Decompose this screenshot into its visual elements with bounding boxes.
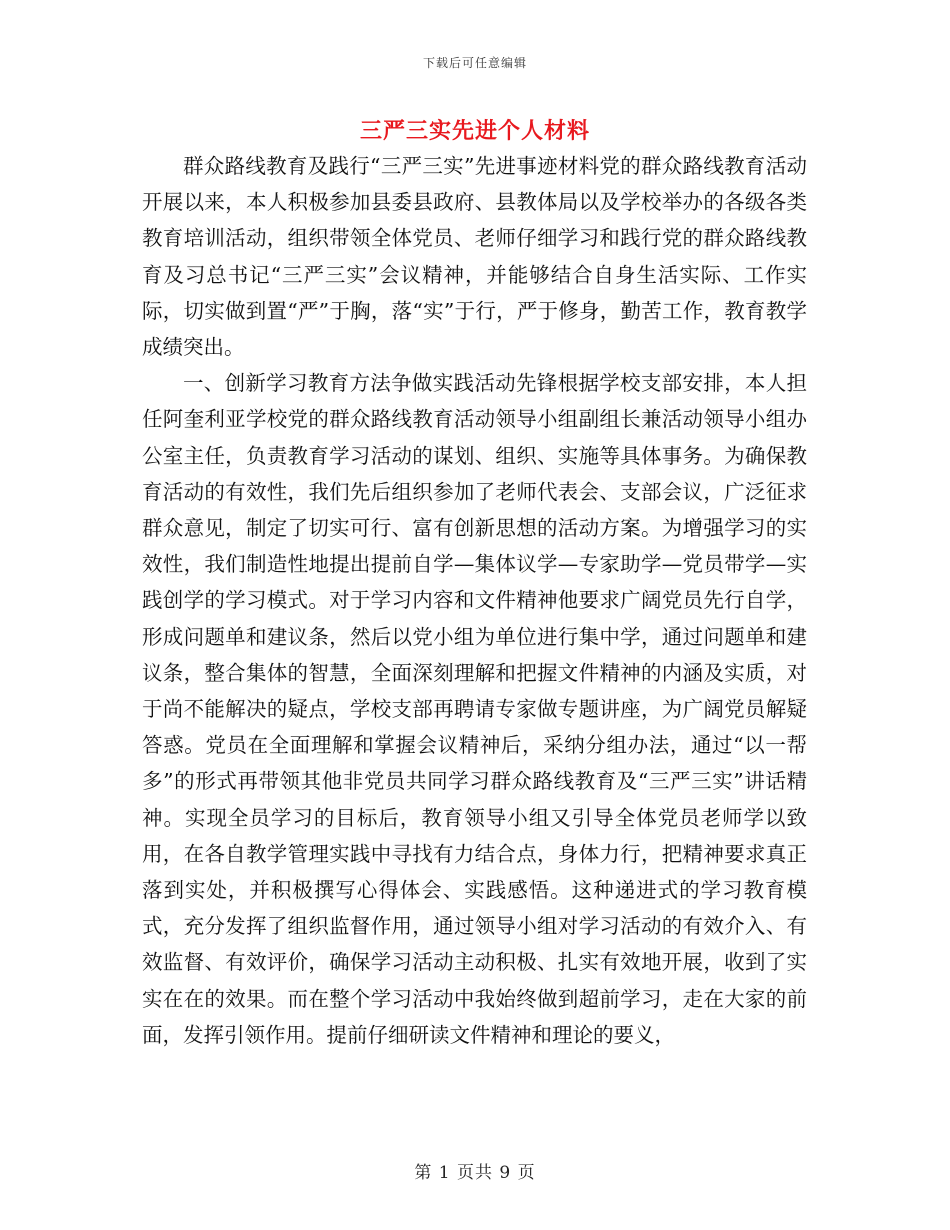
document-title: 三严三实先进个人材料 bbox=[359, 118, 590, 144]
document-body bbox=[142, 148, 807, 1053]
header-note: 下载后可任意编辑 bbox=[422, 56, 527, 70]
paragraph-intro: 群众路线教育及践行“三严三实”先进事迹材料党的群众路线教育活动开展以来，本人积极参加县委县政府、县教体局以及学校举办的各级各类教育培训活动，组织带领全体党员、老师仔细学习和践行党的群众路线教育及习总书记“三严三实”会议精神，并能够结合自身生活实际、工作实际，切实做到置“严”于胸，落“实”于行，严于修身，勤苦工作，教育教学成绩突出。 bbox=[142, 154, 807, 360]
page-number: 第 1 页共 9 页 bbox=[414, 1163, 536, 1183]
paragraph-section-one: 一、创新学习教育方法争做实践活动先锋根据学校支部安排，本人担任阿奎利亚学校党的群众路线教育活动领导小组副组长兼活动领导小组办公室主任，负责教育学习活动的谋划、组织、实施等具体事务。为确保教育活动的有效性，我们先后组织参加了老师代表会、支部会议，广泛征求群众意见，制定了切实可行、富有创新思想的活动方案。为增强学习的实效性，我们制造性地提出提前自学—集体议学—专家助学—党员带学—实践创学的学习模式。对于学习内容和文件精神他要求广阔党员先行自学，形成问题单和建议条，然后以党小组为单位进行集中学，通过问题单和建议条，整合集体的智慧，全面深刻理解和把握文件精神的内涵及实质，对于尚不能解决的疑点，学校支部再聘请专家做专题讲座，为广阔党员解疑答惑。党员在全面理解和掌握会议精神后，采纳分组办法，通过“以一帮多”的形式再带领其他非党员共同学习群众路线教育及“三严三实”讲话精神。实现全员学习的目标后，教育领导小组又引导全体党员老师学以致用，在各自教学管理实践中寻找有力结合点，身体力行，把精神要求真正落到实处，并积极撰写心得体会、实践感悟。这种递进式的学习教育模式，充分发挥了组织监督作用，通过领导小组对学习活动的有效介入、有效监督、有效评价，确保学习活动主动积极、扎实有效地开展，收到了实实在在的效果。而在整个学习活动中我始终做到超前学习，走在大家的前面，发挥引领作用。提前仔细研读文件精神和理论的要义， bbox=[142, 371, 807, 1047]
